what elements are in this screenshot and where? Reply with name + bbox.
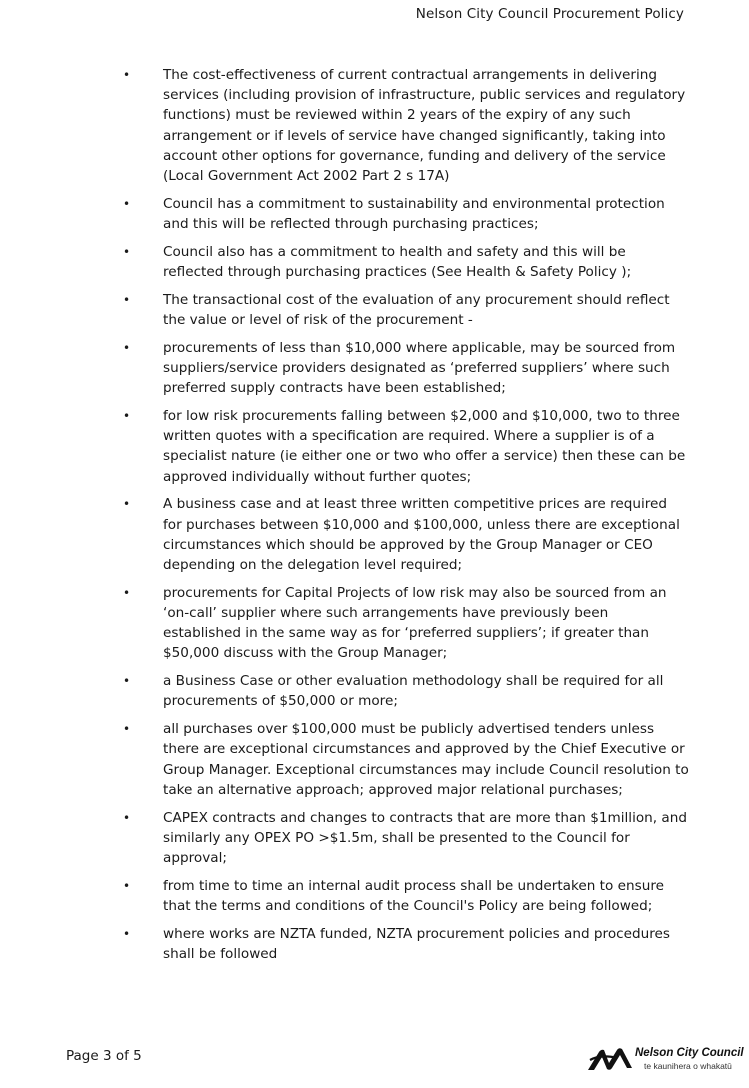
bullet-text: a Business Case or other evaluation methodology shall be required for all procurements of $50,000 or more; [163, 673, 664, 710]
policy-bullet-item [119, 290, 689, 330]
bullet-marker: • [123, 810, 131, 825]
policy-bullet-item [119, 242, 689, 282]
bullet-text: A business case and at least three written competitive prices are required for purchases between $10,000 and $100,000, unless there are exceptional circumstances which should be approved by the Group Manager or CEO depending on the delegation level required; [163, 496, 680, 574]
bullet-marker: • [123, 497, 131, 512]
bullet-text: The transactional cost of the evaluation of any procurement should reflect the value or level of risk of the procurement - [163, 291, 670, 329]
bullet-text: procurements of less than $10,000 where applicable, may be sourced from suppliers/service providers designated as ‘preferred suppliers’ where such preferred supply contracts have been established; [163, 339, 676, 397]
bullet-text: procurements for Capital Projects of low risk may also be sourced from an ‘on-call’ supplier where such arrangements have previously been established in the same way as for ‘preferred suppliers’; if greater than $50,000 discuss with the Group Manager; [163, 584, 667, 662]
bullet-marker: • [123, 244, 131, 259]
bullet-text: Council has a commitment to sustainability and environmental protection and this will be reflected through purchasing practices; [163, 195, 665, 233]
bullet-marker: • [123, 409, 131, 424]
council-logo [587, 1044, 744, 1076]
page-number: Page 3 of 5 [66, 1048, 142, 1064]
policy-bullet-item [119, 924, 689, 964]
policy-bullet-item [119, 808, 689, 869]
bullet-text: for low risk procurements falling between $2,000 and $10,000, two to three written quotes with a specification are required. Where a supplier is of a specialist nature (ie either one or two who offer a service) then these can be approved individually without further quotes; [163, 408, 686, 485]
bullet-text: where works are NZTA funded, NZTA procurement policies and procedures shall be followed [163, 925, 670, 963]
policy-bullet-item [119, 65, 689, 186]
policy-bullet-item [119, 494, 689, 575]
bullet-marker: • [123, 340, 131, 355]
bullet-marker: • [123, 196, 131, 211]
bullet-marker: • [123, 674, 131, 689]
bullet-marker: • [123, 926, 131, 941]
policy-bullet-item [119, 338, 689, 399]
bullet-text: The cost-effectiveness of current contractual arrangements in delivering services (including provision of infrastructure, public services and regulatory functions) must be reviewed within 2 years of the expiry of any such arrangement or if levels of service have changed significantly, taking into account other options for governance, funding and delivery of the service (Local Government Act 2002 Part 2 s 17A) [163, 67, 686, 185]
bullet-marker: • [123, 68, 131, 82]
bullet-marker: • [123, 878, 131, 893]
policy-bullet-item [119, 876, 689, 916]
policy-content [119, 65, 689, 972]
policy-bullet-item [119, 719, 689, 800]
policy-bullet-item [119, 583, 689, 664]
policy-bullet-item [119, 406, 689, 487]
bullet-text: Council also has a commitment to health and safety and this will be reflected through purchasing practices (See Health & Safety Policy ); [163, 243, 632, 281]
nelson-city-council-logo-mark-icon [587, 1046, 633, 1072]
logo-name: Nelson City Council [635, 1047, 744, 1059]
bullet-text: all purchases over $100,000 must be publicly advertised tenders unless there are exceptional circumstances and approved by the Chief Executive or Group Manager. Exceptional circumstances may include Council resolution to take an alternative approach; approved major relational purchases; [163, 721, 689, 798]
bullet-marker: • [123, 292, 131, 307]
policy-bullet-item [119, 671, 689, 711]
policy-bullet-list [119, 65, 689, 964]
bullet-marker: • [123, 585, 131, 600]
bullet-text: from time to time an internal audit process shall be undertaken to ensure that the terms and conditions of the Council's Policy are being followed; [163, 877, 664, 915]
page-header-title: Nelson City Council Procurement Policy [415, 6, 684, 22]
logo-tagline: te kaunihera o whakatū [644, 1061, 732, 1071]
bullet-text: CAPEX contracts and changes to contracts that are more than $1million, and similarly any OPEX PO >$1.5m, shall be presented to the Council for approval; [163, 809, 688, 867]
policy-bullet-item [119, 194, 689, 234]
bullet-marker: • [123, 722, 131, 737]
